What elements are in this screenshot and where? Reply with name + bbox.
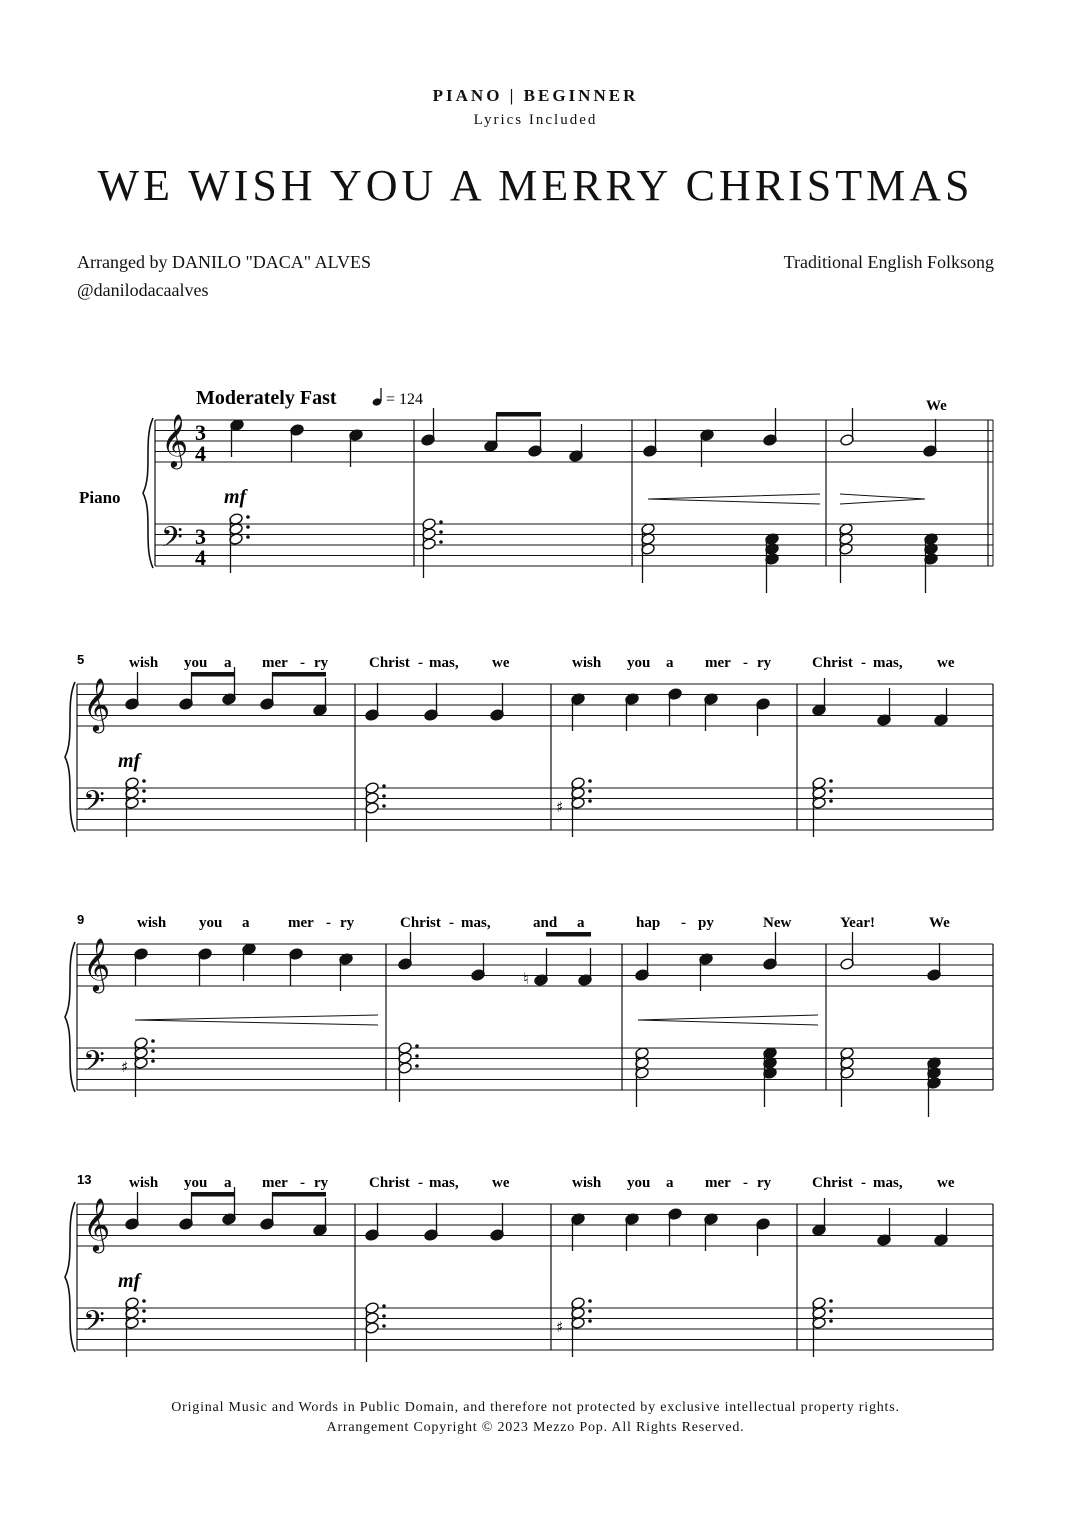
dot bbox=[415, 1044, 419, 1048]
lyric-syllable: ry bbox=[314, 655, 329, 671]
time-signature: 3 bbox=[195, 524, 206, 549]
dot bbox=[382, 794, 386, 798]
bass-clef-icon: 𝄢 bbox=[83, 1305, 105, 1345]
category-label: PIANO | BEGINNER bbox=[432, 86, 639, 105]
dot bbox=[382, 804, 386, 808]
lyric-syllable: mer bbox=[705, 1175, 731, 1191]
lyric-syllable: you bbox=[184, 655, 208, 671]
lyric-syllable: wish bbox=[572, 1175, 602, 1191]
lyric-syllable: - bbox=[300, 655, 305, 671]
arranger-credit: Arranged by DANILO "DACA" ALVES bbox=[77, 252, 372, 272]
dot bbox=[415, 1054, 419, 1058]
dot bbox=[829, 1299, 833, 1303]
lyric-syllable: - bbox=[300, 1175, 305, 1191]
treble-clef-icon: 𝄞 bbox=[83, 677, 111, 731]
beam bbox=[191, 672, 235, 677]
lyric-syllable: - bbox=[449, 915, 454, 931]
time-signature: 4 bbox=[195, 441, 206, 466]
tempo-value: = 124 bbox=[386, 391, 424, 408]
dynamic-mf: mf bbox=[224, 486, 247, 508]
lyric-syllable: a bbox=[666, 1175, 674, 1191]
lyric-syllable: ry bbox=[757, 655, 772, 671]
beam bbox=[272, 672, 326, 677]
lyrics-line bbox=[129, 655, 955, 671]
lyric-syllable: mer bbox=[705, 655, 731, 671]
bass-clef-icon: 𝄢 bbox=[161, 521, 183, 561]
lyric-syllable: We bbox=[929, 915, 950, 931]
time-signature: 4 bbox=[195, 545, 206, 570]
dot bbox=[588, 1319, 592, 1323]
decrescendo-hairpin bbox=[840, 494, 925, 504]
lyric-syllable: - bbox=[681, 915, 686, 931]
lyric-syllable: - bbox=[743, 1175, 748, 1191]
lyric-syllable: wish bbox=[129, 1175, 159, 1191]
quarter-note-icon bbox=[372, 388, 383, 407]
lyric-syllable: ry bbox=[340, 915, 355, 931]
sharp-icon: ♯ bbox=[556, 798, 564, 816]
footer-copyright-line2: Arrangement Copyright © 2023 Mezzo Pop. All Rights Reserved. bbox=[326, 1420, 745, 1435]
lyric-syllable: Christ bbox=[812, 655, 853, 671]
lyric-syllable: - bbox=[418, 655, 423, 671]
brace-icon bbox=[143, 418, 153, 568]
time-signature: 3 bbox=[195, 420, 206, 445]
lyric-syllable: Year! bbox=[840, 915, 875, 931]
lyric-syllable: - bbox=[861, 655, 866, 671]
beam bbox=[546, 932, 591, 937]
lyric-syllable: New bbox=[763, 915, 792, 931]
lyric-syllable: mer bbox=[262, 1175, 288, 1191]
dot bbox=[142, 789, 146, 793]
treble-clef-icon: 𝄞 bbox=[83, 937, 111, 991]
lyric-syllable: hap bbox=[636, 915, 661, 931]
lyric-syllable: ry bbox=[757, 1175, 772, 1191]
instrument-name: Piano bbox=[79, 488, 121, 507]
dot bbox=[439, 530, 443, 534]
natural-icon: ♮ bbox=[523, 969, 529, 988]
dynamic-mf: mf bbox=[118, 1270, 141, 1292]
tempo-marking: Moderately Fast bbox=[196, 387, 337, 409]
crescendo-hairpin bbox=[135, 1015, 378, 1025]
lyric-syllable: wish bbox=[129, 655, 159, 671]
beam bbox=[191, 1192, 235, 1197]
arranger-handle: @danilodacaalves bbox=[77, 280, 209, 300]
bass-clef-icon: 𝄢 bbox=[83, 1045, 105, 1085]
lyric-syllable: mer bbox=[288, 915, 314, 931]
dot bbox=[382, 1304, 386, 1308]
lyric-syllable: Christ bbox=[369, 655, 410, 671]
lyric-syllable: a bbox=[224, 655, 232, 671]
treble-clef-icon: 𝄞 bbox=[83, 1197, 111, 1251]
dot bbox=[829, 789, 833, 793]
lyric-syllable: Christ bbox=[812, 1175, 853, 1191]
lyric-syllable: wish bbox=[137, 915, 167, 931]
lyric-syllable: we bbox=[937, 1175, 955, 1191]
page-title: WE WISH YOU A MERRY CHRISTMAS bbox=[97, 161, 974, 210]
dot bbox=[151, 1039, 155, 1043]
bass-clef-icon: 𝄢 bbox=[83, 785, 105, 825]
lyrics-line bbox=[137, 915, 950, 931]
lyric-syllable: Christ bbox=[400, 915, 441, 931]
dot bbox=[246, 515, 250, 519]
dot bbox=[588, 1309, 592, 1313]
dot bbox=[382, 1324, 386, 1328]
dot bbox=[829, 1319, 833, 1323]
beam bbox=[496, 412, 541, 417]
dot bbox=[382, 784, 386, 788]
beam bbox=[272, 1192, 326, 1197]
subcategory-label: Lyrics Included bbox=[473, 112, 598, 128]
brace-icon bbox=[65, 1202, 75, 1352]
lyric-syllable: mas, bbox=[873, 655, 903, 671]
dot bbox=[829, 1309, 833, 1313]
lyric-syllable: mas, bbox=[461, 915, 491, 931]
dot bbox=[439, 520, 443, 524]
lyric-syllable: wish bbox=[572, 655, 602, 671]
lyric-syllable: we bbox=[492, 655, 510, 671]
dot bbox=[588, 1299, 592, 1303]
brace-icon bbox=[65, 682, 75, 832]
dot bbox=[415, 1064, 419, 1068]
lyric-syllable: - bbox=[743, 655, 748, 671]
lyric-syllable: you bbox=[627, 655, 651, 671]
lyric-syllable: we bbox=[937, 655, 955, 671]
lyric-syllable: Christ bbox=[369, 1175, 410, 1191]
lyric-syllable: - bbox=[861, 1175, 866, 1191]
dot bbox=[246, 535, 250, 539]
lyric-syllable: mas, bbox=[429, 1175, 459, 1191]
dot bbox=[829, 779, 833, 783]
dot bbox=[151, 1049, 155, 1053]
measure-number: 9 bbox=[77, 912, 85, 927]
dynamic-mf: mf bbox=[118, 750, 141, 772]
lyric-syllable: py bbox=[698, 915, 714, 931]
brace-icon bbox=[65, 942, 75, 1092]
dot bbox=[151, 1059, 155, 1063]
lyric-syllable: a bbox=[666, 655, 674, 671]
lyric-syllable: a bbox=[242, 915, 250, 931]
lyrics-line bbox=[129, 1175, 955, 1191]
dot bbox=[588, 789, 592, 793]
dot bbox=[142, 1299, 146, 1303]
lyric-syllable: - bbox=[326, 915, 331, 931]
lyric-syllable: we bbox=[492, 1175, 510, 1191]
lyric-syllable: - bbox=[418, 1175, 423, 1191]
sharp-icon: ♯ bbox=[121, 1058, 129, 1076]
composer-credit: Traditional English Folksong bbox=[783, 252, 994, 272]
lyric-syllable: mas, bbox=[873, 1175, 903, 1191]
lyric-syllable: you bbox=[199, 915, 223, 931]
footer-copyright-line1: Original Music and Words in Public Domain, and therefore not protected by exclusive intellectual property rights. bbox=[171, 1400, 900, 1415]
dot bbox=[142, 1319, 146, 1323]
measure-number: 5 bbox=[77, 652, 85, 667]
lyric-syllable: We bbox=[926, 398, 947, 414]
lyric-syllable: a bbox=[224, 1175, 232, 1191]
lyric-syllable: ry bbox=[314, 1175, 329, 1191]
dot bbox=[588, 779, 592, 783]
notes bbox=[121, 408, 948, 1362]
lyric-syllable: you bbox=[184, 1175, 208, 1191]
crescendo-hairpin bbox=[648, 494, 820, 504]
sharp-icon: ♯ bbox=[556, 1318, 564, 1336]
lyric-syllable: mas, bbox=[429, 655, 459, 671]
dot bbox=[246, 525, 250, 529]
dot bbox=[439, 540, 443, 544]
measure-number: 13 bbox=[77, 1172, 92, 1187]
dot bbox=[142, 779, 146, 783]
dot bbox=[829, 799, 833, 803]
staff-lines bbox=[65, 413, 993, 1352]
lyric-syllable: and bbox=[533, 915, 558, 931]
dot bbox=[142, 799, 146, 803]
dot bbox=[382, 1314, 386, 1318]
treble-clef-icon: 𝄞 bbox=[161, 413, 189, 467]
dot bbox=[142, 1309, 146, 1313]
lyric-syllable: a bbox=[577, 915, 585, 931]
dot bbox=[588, 799, 592, 803]
crescendo-hairpin bbox=[638, 1015, 818, 1025]
lyric-syllable: you bbox=[627, 1175, 651, 1191]
lyric-syllable: mer bbox=[262, 655, 288, 671]
